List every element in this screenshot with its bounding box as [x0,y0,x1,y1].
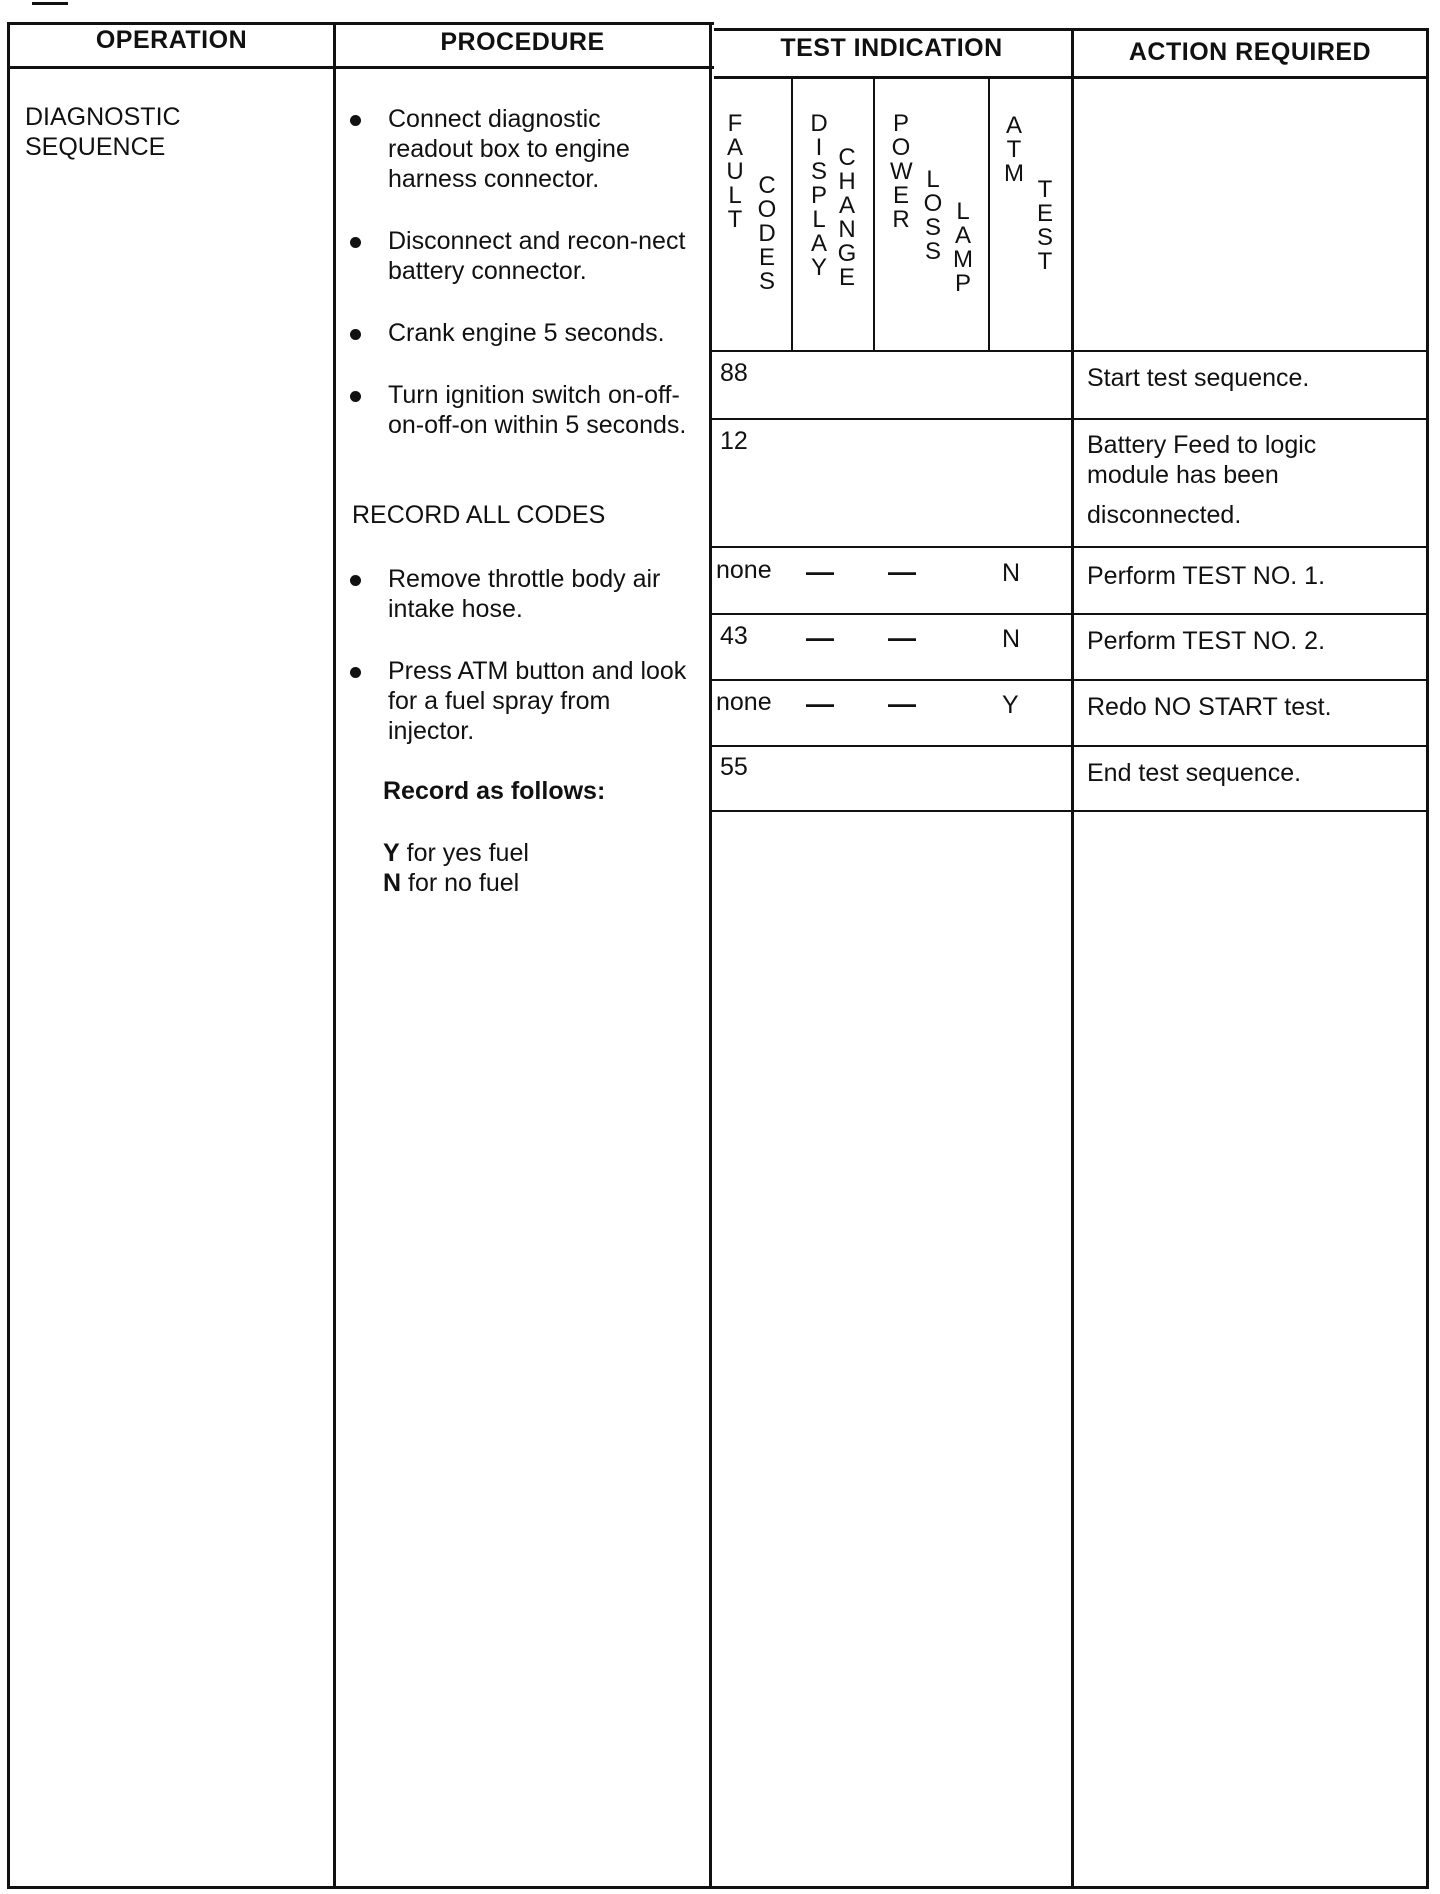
col-divider-2 [709,22,712,1888]
row-sep-4 [710,679,1428,681]
sub-divider-1 [791,76,793,350]
y-text: for yes fuel [399,839,529,867]
table-top-border [8,22,714,25]
procedure-record-all: RECORD ALL CODES [352,501,606,529]
procedure-step-2: Disconnect and recon-nect battery connector. [350,226,688,286]
procedure-record-as: Record as follows: [383,777,606,805]
n-text: for no fuel [401,869,520,897]
row-1-code: 12 [720,427,748,455]
row-1-action-line-3: disconnected. [1087,501,1242,529]
procedure-y-line [383,838,683,868]
row-sep-0 [710,350,1428,352]
row-sep-3 [710,613,1428,615]
table-right-border [1426,28,1429,1888]
row-1-action [1087,430,1417,530]
sub-divider-2 [873,76,875,350]
row-4-code: none [716,688,772,716]
procedure-step-5: Remove throttle body air intake hose. [350,564,718,624]
header-bottom-left [8,66,714,69]
row-0-action: Start test sequence. [1087,364,1310,392]
operation-line-1: DIAGNOSTIC [25,103,181,131]
subheader-lamp: L A M P [953,198,973,297]
operation-name [25,102,325,162]
top-fragment-mark [32,2,68,5]
subheader-change: C H A N G E [837,144,857,291]
row-3-atm: N [1002,625,1021,653]
table-left-border [7,22,10,1888]
operation-line-2: SEQUENCE [25,133,166,161]
table-bottom-border [7,1886,1429,1889]
row-sep-6 [710,810,1428,812]
row-sep-5 [710,745,1428,747]
subheader-codes: C O D E S [757,172,777,295]
row-2-action: Perform TEST NO. 1. [1087,562,1326,590]
subheader-test: T E S T [1036,176,1053,275]
row-1-action-line-2: module has been [1087,461,1279,489]
subheader-power: P O W E R [890,110,913,233]
row-2-code: none [716,556,772,584]
procedure-step-1: Connect diagnostic readout box to engine harness connector. [350,104,688,194]
procedure-step-3: Crank engine 5 seconds. [350,318,708,348]
procedure-step-4: Turn ignition switch on-off-on-off-on within 5 seconds. [350,380,688,440]
procedure-step-6: Press ATM button and look for a fuel spray from injector. [350,656,688,746]
row-4-action: Redo NO START test. [1087,693,1332,721]
header-test-indication: TEST INDICATION [780,34,1003,62]
row-4-atm: Y [1002,691,1019,719]
row-sep-2 [710,546,1428,548]
row-4-power: — [888,688,916,719]
row-5-code: 55 [720,753,748,781]
row-3-power: — [888,622,916,653]
row-2-display: — [806,556,834,587]
procedure-n-line [383,868,683,898]
row-3-action: Perform TEST NO. 2. [1087,627,1326,655]
row-5-action: End test sequence. [1087,759,1302,787]
row-4-display: — [806,688,834,719]
subheader-atm: A T M [1004,112,1024,187]
row-sep-1 [710,418,1428,420]
row-2-power: — [888,556,916,587]
header-procedure: PROCEDURE [440,28,605,56]
subheader-fault: F A U L T [726,110,744,233]
col-divider-1 [333,22,336,1888]
col-divider-3 [1071,28,1074,1888]
header-operation: OPERATION [95,26,248,54]
subheader-display: D I S P L A Y [810,110,828,281]
row-3-display: — [806,622,834,653]
sub-divider-3 [988,76,990,350]
row-1-action-line-1: Battery Feed to logic [1087,431,1317,459]
row-3-code: 43 [720,622,748,650]
y-key: Y [383,839,400,867]
n-key: N [383,869,402,897]
subheader-loss: L O S S [923,166,943,265]
row-2-atm: N [1002,559,1021,587]
row-0-code: 88 [720,359,748,387]
header-action-required: ACTION REQUIRED [1128,38,1372,66]
